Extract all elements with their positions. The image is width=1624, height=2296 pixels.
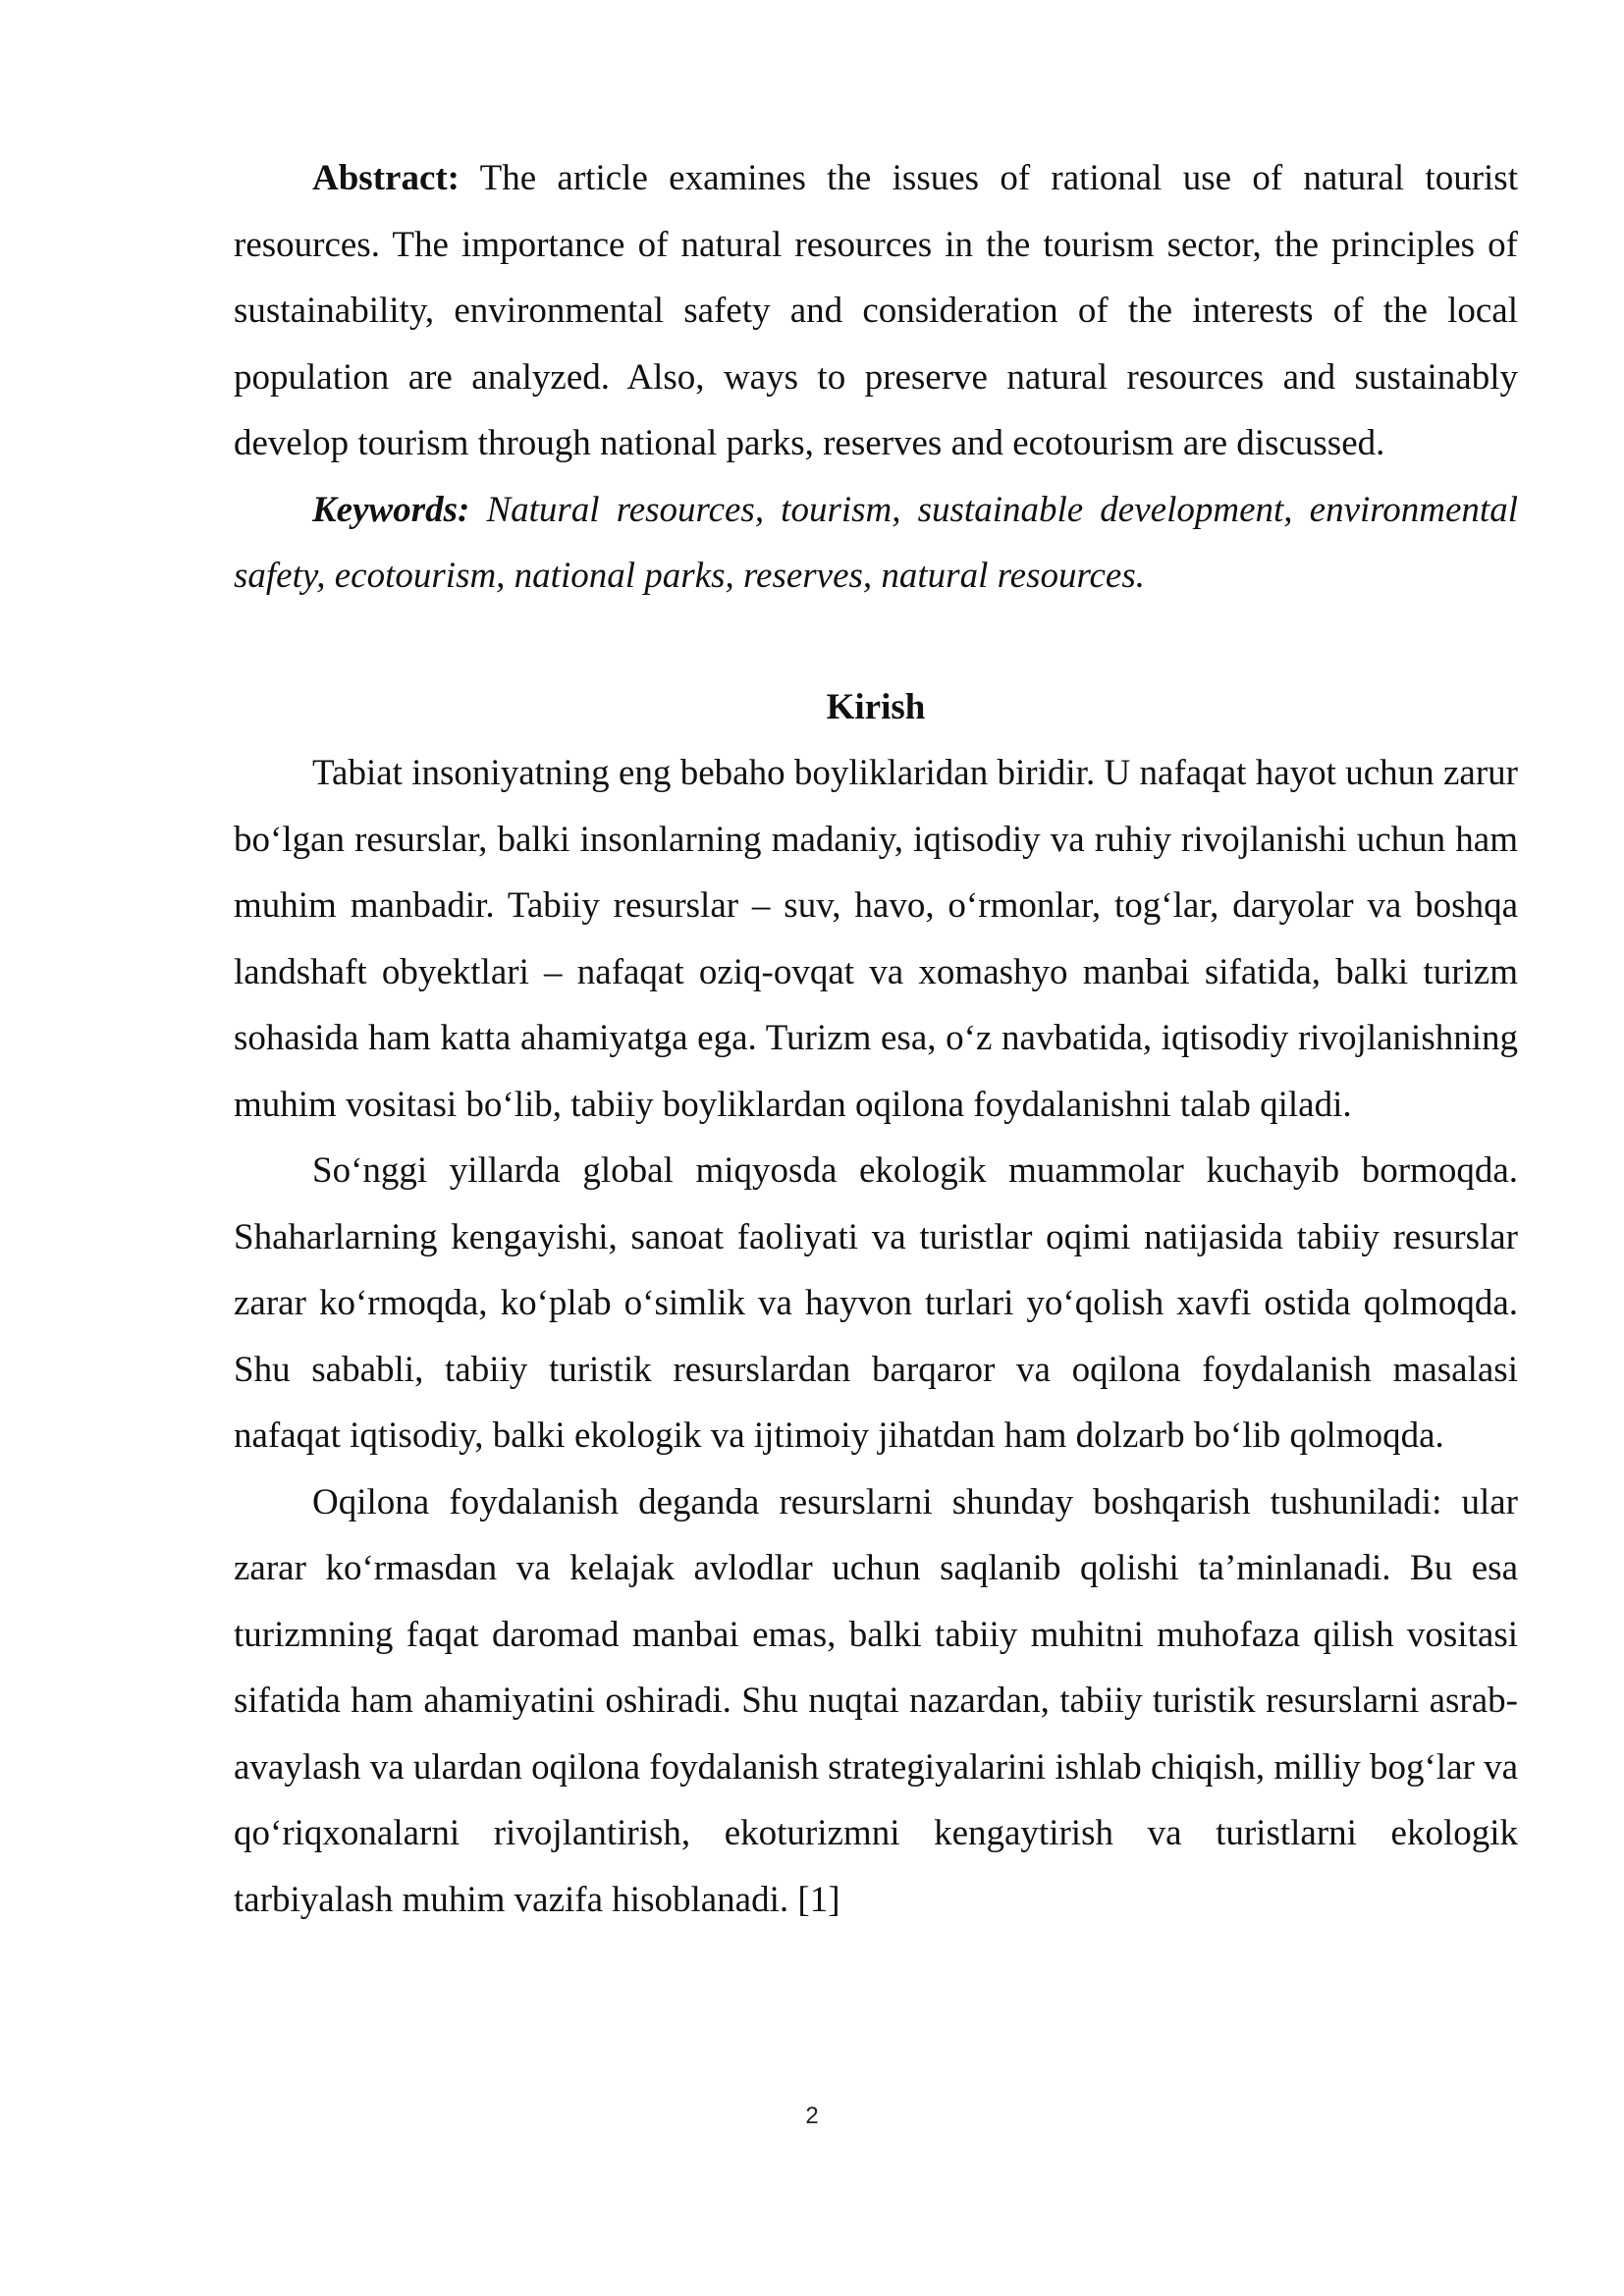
page-content [234,145,1518,1933]
section-heading: Kirish [826,686,926,727]
page-number: 2 [805,2103,819,2129]
keywords-label: Keywords: [312,489,470,530]
body-paragraph: So‘nggi yillarda global miqyosda ekologik muammolar kuchayib bormoqda. Shaharlarning kengayishi, sanoat faoliyati va turistlar oqimi natijasida tabiiy resurslar zarar ko‘rmoqda, ko‘plab o‘simlik va hayvon turlari yo‘qolish xavfi ostida qolmoqda. Shu sababli, tabiiy turistik resurslardan barqaror va oqilona foydalanish masalasi nafaqat iqtisodiy, balki ekologik va ijtimoiy jihatdan ham dolzarb bo‘lib qolmoqda. [234,1150,1518,1456]
abstract-text: The article examines the issues of rational use of natural tourist resources. The importance of natural resources in the tourism sector, the principles of sustainability, environmental safety and consideration of the interests of the local population are analyzed. Also, ways to preserve natural resources and sustainably develop tourism through national parks, reserves and ecotourism are discussed. [234,158,1518,463]
abstract-paragraph [234,145,1518,477]
body-paragraph: Oqilona foydalanish deganda resurslarni shunday boshqarish tushuniladi: ular zarar ko‘rmasdan va kelajak avlodlar uchun saqlanib qolishi ta’minlanadi. Bu esa turizmning faqat daromad manbai emas, balki tabiiy muhitni muhofaza qilish vositasi sifatida ham ahamiyatini oshiradi. Shu nuqtai nazardan, tabiiy turistik resurslarni asrab-avaylash va ulardan oqilona foydalanish strategiyalarini ishlab chiqish, milliy bog‘lar va qo‘riqxonalarni rivojlantirish, ekoturizmni kengaytirish va turistlarni ekologik tarbiyalash muhim vazifa hisoblanadi. [1] [234,1481,1519,1920]
keywords-text: Natural resources, tourism, sustainable development, environmental safety, ecotourism, national parks, reserves, natural resources. [234,489,1518,596]
keywords-paragraph [234,477,1518,610]
body-paragraph: Tabiat insoniyatning eng bebaho boyliklaridan biridir. U nafaqat hayot uchun zarur bo‘lgan resurslar, balki insonlarning madaniy, iqtisodiy va ruhiy rivojlanishi uchun ham muhim manbadir. Tabiiy resurslar – suv, havo, o‘rmonlar, tog‘lar, daryolar va boshqa landshaft obyektlari – nafaqat oziq-ovqat va xomashyo manbai sifatida, balki turizm sohasida ham katta ahamiyatga ega. Turizm esa, o‘z navbatida, iqtisodiy rivojlanishning muhim vositasi bo‘lib, tabiiy boyliklardan oqilona foydalanishni talab qiladi. [234,753,1518,1125]
abstract-label: Abstract: [312,158,460,198]
